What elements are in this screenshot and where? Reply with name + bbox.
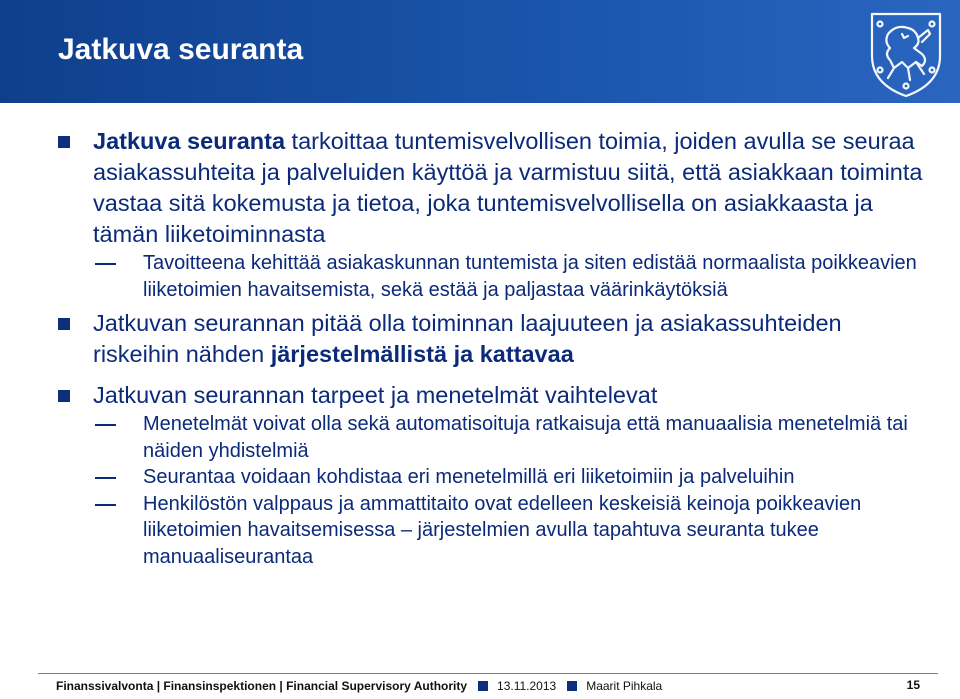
dash-bullet-icon (95, 504, 116, 506)
sub-bullet-item (143, 464, 943, 491)
dash-bullet-icon (95, 424, 116, 426)
footer-date: 13.11.2013 (497, 679, 557, 693)
bullet-item (93, 380, 928, 411)
page-number: 15 (906, 678, 920, 692)
sub-bullet-text: Seurantaa voidaan kohdistaa eri menetelmillä eri liiketoimiin ja palveluihin (143, 466, 795, 488)
sub-bullet-text: Menetelmät voivat olla sekä automatisoituja ratkaisuja että manuaalisia menetelmiä tai näiden yhdistelmiä (143, 413, 908, 462)
sub-bullet-text: Tavoitteena kehittää asiakaskunnan tuntemista ja siten edistää normaalista poikkeavien liiketoimien havaitsemista, sekä estää ja paljastaa väärinkäytöksiä (143, 252, 917, 301)
square-bullet-icon (58, 318, 70, 330)
dash-bullet-icon (95, 263, 116, 265)
slide-header (0, 0, 960, 103)
square-bullet-icon (58, 390, 70, 402)
square-bullet-icon (58, 136, 70, 148)
square-separator-icon (567, 681, 577, 691)
sub-bullet-item (143, 491, 943, 571)
footer-divider (38, 673, 938, 674)
lion-coat-of-arms-icon (858, 4, 954, 100)
bullet-text: Jatkuvan seurannan tarpeet ja menetelmät vaihtelevat (93, 382, 658, 408)
bullet-item (93, 308, 928, 370)
slide-body (0, 126, 960, 570)
slide-title: Jatkuva seuranta (58, 33, 304, 66)
bullet-item (93, 126, 928, 250)
bullet-text: Jatkuvan seurannan pitää olla toiminnan laajuuteen ja asiakassuhteiden riskeihin nähden (93, 310, 842, 367)
bullet-bold-term: Jatkuva seuranta (93, 128, 286, 154)
bullet-text: tarkoittaa tuntemisvelvollisen toimia, joiden avulla se seuraa asiakassuhteita ja palveluiden käyttöä ja varmistuu siitä, että asiakkaan toiminta vastaa sitä kokemusta ja tietoa, joka tuntemisvelvollisella on asiakkaasta ja tämän liiketoiminnasta (93, 128, 923, 247)
sub-bullet-item (143, 250, 943, 303)
footer-author: Maarit Pihkala (586, 679, 663, 693)
square-separator-icon (478, 681, 488, 691)
sub-bullet-item (143, 411, 943, 464)
sub-bullet-text: Henkilöstön valppaus ja ammattitaito ovat edelleen keskeisiä keinoja poikkeavien liiketoimien havaitsemisessa – järjestelmien avulla tapahtuva seuranta tukee manuaaliseurantaa (143, 492, 862, 568)
dash-bullet-icon (95, 477, 116, 479)
footer-organization: Finanssivalvonta | Finansinspektionen | Financial Supervisory Authority (56, 679, 468, 693)
bullet-bold-phrase: järjestelmällistä ja kattavaa (270, 341, 574, 367)
slide-footer (0, 673, 960, 699)
